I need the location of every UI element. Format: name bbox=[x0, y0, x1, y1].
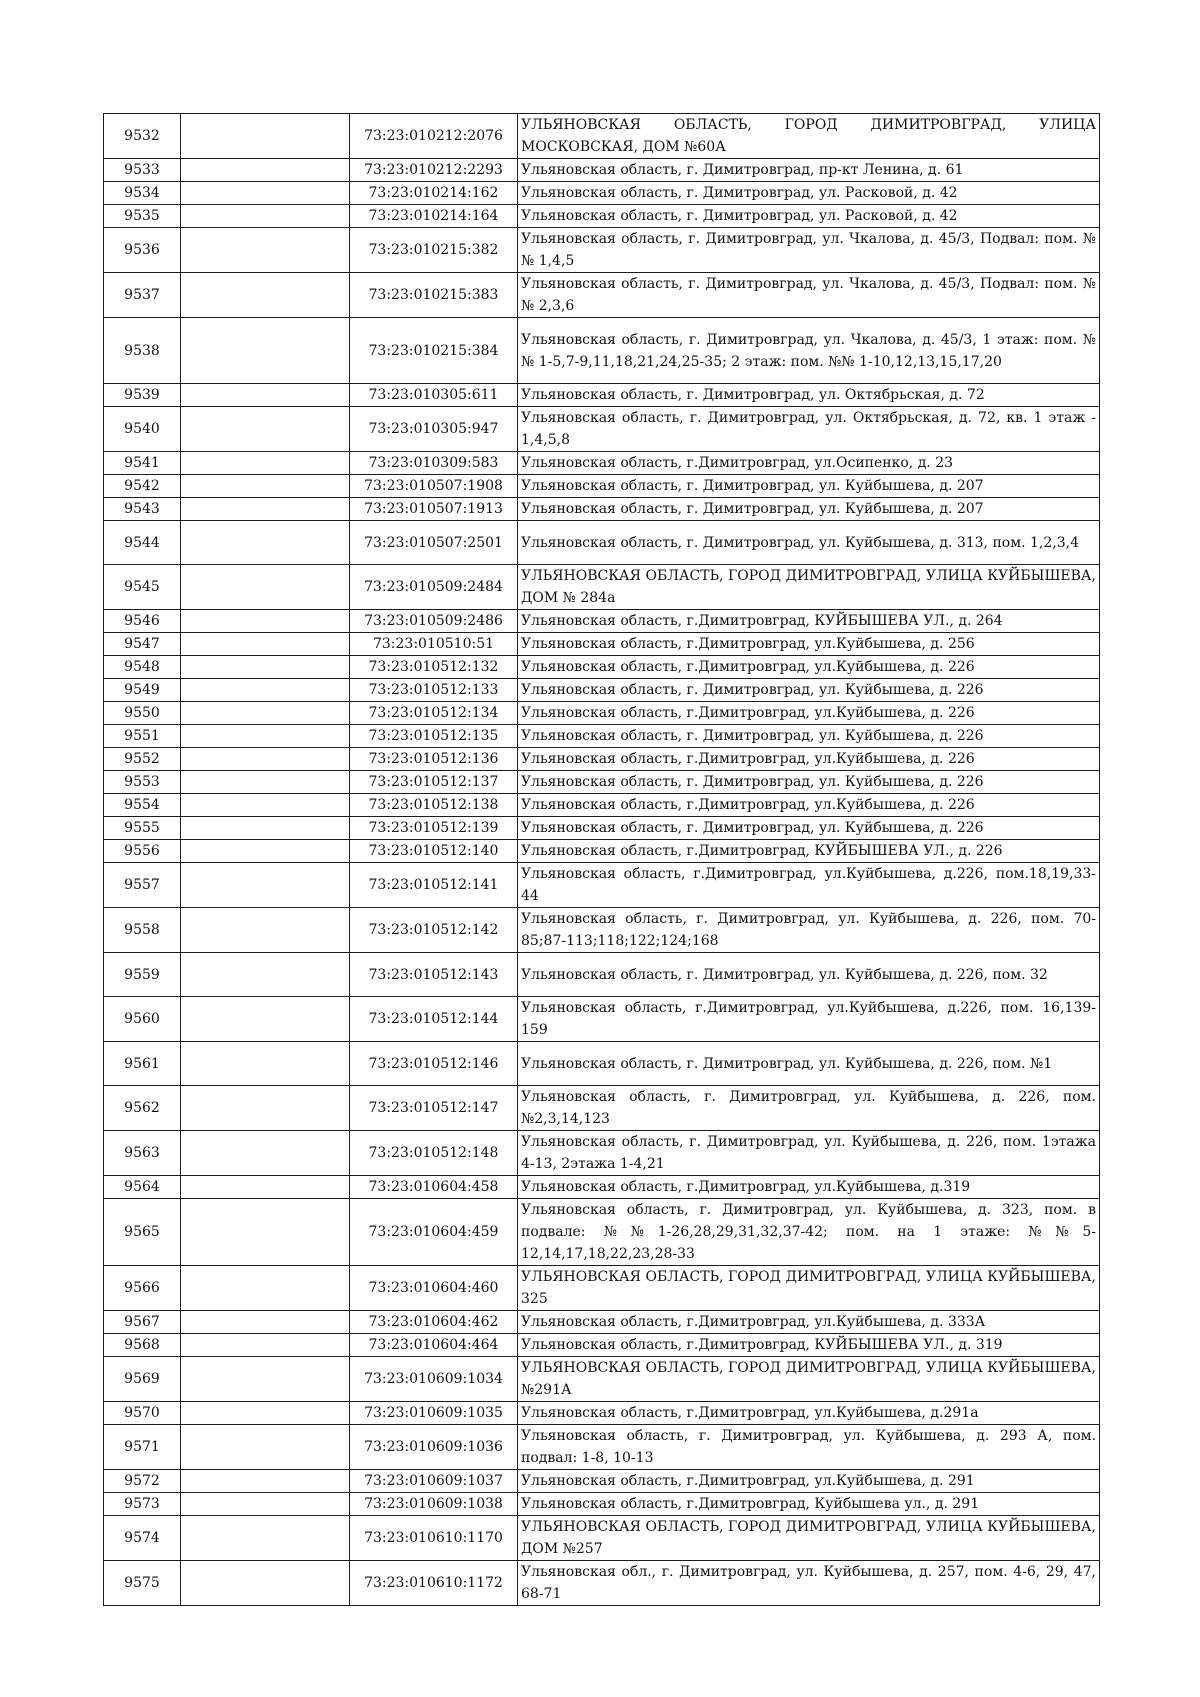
empty-cell bbox=[181, 1402, 350, 1425]
address: Ульяновская область, г. Димитровград, ул. Куйбышева, д. 313, пом. 1,2,3,4 bbox=[518, 521, 1100, 565]
empty-cell bbox=[181, 748, 350, 771]
row-number: 9554 bbox=[104, 794, 181, 817]
cadastral-number: 73:23:010609:1036 bbox=[350, 1425, 518, 1470]
cadastral-number: 73:23:010510:51 bbox=[350, 633, 518, 656]
row-number: 9539 bbox=[104, 384, 181, 407]
row-number: 9550 bbox=[104, 702, 181, 725]
row-number: 9570 bbox=[104, 1402, 181, 1425]
row-number: 9565 bbox=[104, 1199, 181, 1266]
table-row bbox=[104, 997, 1100, 1042]
cadastral-number: 73:23:010512:135 bbox=[350, 725, 518, 748]
table-row bbox=[104, 1176, 1100, 1199]
row-number: 9547 bbox=[104, 633, 181, 656]
row-number: 9533 bbox=[104, 159, 181, 182]
empty-cell bbox=[181, 953, 350, 997]
address: УЛЬЯНОВСКАЯ ОБЛАСТЬ, ГОРОД ДИМИТРОВГРАД, УЛИЦА КУЙБЫШЕВА, ДОМ №257 bbox=[518, 1516, 1100, 1561]
row-number: 9532 bbox=[104, 114, 181, 159]
cadastral-number: 73:23:010309:583 bbox=[350, 452, 518, 475]
empty-cell bbox=[181, 771, 350, 794]
address: Ульяновская область, г. Димитровград, ул. Куйбышева, д. 226 bbox=[518, 679, 1100, 702]
table-row bbox=[104, 1425, 1100, 1470]
address: Ульяновская область, г.Димитровград, ул.Куйбышева, д. 226 bbox=[518, 748, 1100, 771]
empty-cell bbox=[181, 840, 350, 863]
address: УЛЬЯНОВСКАЯ ОБЛАСТЬ, ГОРОД ДИМИТРОВГРАД, УЛИЦА МОСКОВСКАЯ, ДОМ №60А bbox=[518, 114, 1100, 159]
cadastral-number: 73:23:010509:2486 bbox=[350, 610, 518, 633]
address: УЛЬЯНОВСКАЯ ОБЛАСТЬ, ГОРОД ДИМИТРОВГРАД, УЛИЦА КУЙБЫШЕВА, 325 bbox=[518, 1266, 1100, 1311]
table-row bbox=[104, 498, 1100, 521]
table-row bbox=[104, 159, 1100, 182]
row-number: 9544 bbox=[104, 521, 181, 565]
empty-cell bbox=[181, 725, 350, 748]
row-number: 9567 bbox=[104, 1311, 181, 1334]
address: Ульяновская область, г. Димитровград, ул. Чкалова, д. 45/3, Подвал: пом. №№ 2,3,6 bbox=[518, 273, 1100, 318]
row-number: 9553 bbox=[104, 771, 181, 794]
row-number: 9574 bbox=[104, 1516, 181, 1561]
table-row bbox=[104, 205, 1100, 228]
address: Ульяновская область, г.Димитровград, Куйбышева ул., д. 291 bbox=[518, 1493, 1100, 1516]
table-row bbox=[104, 1561, 1100, 1606]
cadastral-number: 73:23:010512:137 bbox=[350, 771, 518, 794]
address: Ульяновская область, г.Димитровград, ул.Куйбышева, д. 226 bbox=[518, 656, 1100, 679]
cadastral-number: 73:23:010512:132 bbox=[350, 656, 518, 679]
table-row bbox=[104, 452, 1100, 475]
table-row bbox=[104, 1516, 1100, 1561]
cadastral-number: 73:23:010512:147 bbox=[350, 1086, 518, 1131]
row-number: 9562 bbox=[104, 1086, 181, 1131]
empty-cell bbox=[181, 1470, 350, 1493]
cadastral-number: 73:23:010215:382 bbox=[350, 228, 518, 273]
table-row bbox=[104, 817, 1100, 840]
cadastral-number: 73:23:010215:383 bbox=[350, 273, 518, 318]
empty-cell bbox=[181, 863, 350, 908]
cadastral-number: 73:23:010609:1035 bbox=[350, 1402, 518, 1425]
address: Ульяновская область, г. Димитровград, ул. Куйбышева, д. 293 А, пом. подвал: 1-8, 10-13 bbox=[518, 1425, 1100, 1470]
row-number: 9534 bbox=[104, 182, 181, 205]
cadastral-number: 73:23:010609:1038 bbox=[350, 1493, 518, 1516]
address: Ульяновская область, г.Димитровград, ул.Куйбышева, д. 226 bbox=[518, 702, 1100, 725]
row-number: 9572 bbox=[104, 1470, 181, 1493]
address: Ульяновская область, г. Димитровград, ул. Куйбышева, д. 226 bbox=[518, 817, 1100, 840]
address: Ульяновская область, г. Димитровград, ул. Куйбышева, д. 226, пом. №2,3,14,123 bbox=[518, 1086, 1100, 1131]
address: Ульяновская область, г. Димитровград, ул. Октябрьская, д. 72, кв. 1 этаж - 1,4,5,8 bbox=[518, 407, 1100, 452]
row-number: 9541 bbox=[104, 452, 181, 475]
address: Ульяновская область, г.Димитровград, ул.Куйбышева, д.291а bbox=[518, 1402, 1100, 1425]
table-row bbox=[104, 771, 1100, 794]
row-number: 9566 bbox=[104, 1266, 181, 1311]
address: Ульяновская область, г. Димитровград, ул. Чкалова, д. 45/3, 1 этаж: пом. №№ 1-5,7-9,11,18,21,24,25-35; 2 этаж: пом. №№ 1-10,12,13,15,17,20 bbox=[518, 318, 1100, 384]
cadastral-number: 73:23:010512:143 bbox=[350, 953, 518, 997]
table-row bbox=[104, 1357, 1100, 1402]
address: Ульяновская область, г.Димитровград, ул.Куйбышева, д. 291 bbox=[518, 1470, 1100, 1493]
address: Ульяновская область, г. Димитровград, ул. Чкалова, д. 45/3, Подвал: пом. №№ 1,4,5 bbox=[518, 228, 1100, 273]
empty-cell bbox=[181, 1516, 350, 1561]
row-number: 9575 bbox=[104, 1561, 181, 1606]
table-row bbox=[104, 656, 1100, 679]
address: Ульяновская обл., г. Димитровград, ул. Куйбышева, д. 257, пом. 4-6, 29, 47, 68-71 bbox=[518, 1561, 1100, 1606]
address: Ульяновская область, г. Димитровград, пр-кт Ленина, д. 61 bbox=[518, 159, 1100, 182]
table-row bbox=[104, 610, 1100, 633]
cadastral-number: 73:23:010604:458 bbox=[350, 1176, 518, 1199]
cadastral-number: 73:23:010512:141 bbox=[350, 863, 518, 908]
empty-cell bbox=[181, 1561, 350, 1606]
address: Ульяновская область, г.Димитровград, ул.Куйбышева, д. 226 bbox=[518, 794, 1100, 817]
table-row bbox=[104, 384, 1100, 407]
empty-cell bbox=[181, 521, 350, 565]
row-number: 9563 bbox=[104, 1131, 181, 1176]
cadastral-number: 73:23:010509:2484 bbox=[350, 565, 518, 610]
address: Ульяновская область, г.Димитровград, ул.Куйбышева, д.226, пом.18,19,33-44 bbox=[518, 863, 1100, 908]
address: Ульяновская область, г. Димитровград, ул. Куйбышева, д. 207 bbox=[518, 475, 1100, 498]
table-row bbox=[104, 1199, 1100, 1266]
empty-cell bbox=[181, 1266, 350, 1311]
empty-cell bbox=[181, 908, 350, 953]
table-row bbox=[104, 182, 1100, 205]
table-row bbox=[104, 1042, 1100, 1086]
address: Ульяновская область, г. Димитровград, ул. Куйбышева, д. 226 bbox=[518, 771, 1100, 794]
row-number: 9548 bbox=[104, 656, 181, 679]
row-number: 9545 bbox=[104, 565, 181, 610]
address: Ульяновская область, г.Димитровград, ул.Осипенко, д. 23 bbox=[518, 452, 1100, 475]
empty-cell bbox=[181, 159, 350, 182]
empty-cell bbox=[181, 114, 350, 159]
row-number: 9571 bbox=[104, 1425, 181, 1470]
row-number: 9546 bbox=[104, 610, 181, 633]
table-row bbox=[104, 840, 1100, 863]
empty-cell bbox=[181, 498, 350, 521]
registry-table bbox=[103, 113, 1100, 1606]
empty-cell bbox=[181, 273, 350, 318]
cadastral-number: 73:23:010604:459 bbox=[350, 1199, 518, 1266]
address: УЛЬЯНОВСКАЯ ОБЛАСТЬ, ГОРОД ДИМИТРОВГРАД, УЛИЦА КУЙБЫШЕВА, №291А bbox=[518, 1357, 1100, 1402]
table-row bbox=[104, 1493, 1100, 1516]
empty-cell bbox=[181, 407, 350, 452]
row-number: 9560 bbox=[104, 997, 181, 1042]
row-number: 9561 bbox=[104, 1042, 181, 1086]
empty-cell bbox=[181, 817, 350, 840]
empty-cell bbox=[181, 1199, 350, 1266]
table-row bbox=[104, 228, 1100, 273]
cadastral-number: 73:23:010305:611 bbox=[350, 384, 518, 407]
address: Ульяновская область, г.Димитровград, ул.Куйбышева, д.319 bbox=[518, 1176, 1100, 1199]
cadastral-number: 73:23:010214:164 bbox=[350, 205, 518, 228]
empty-cell bbox=[181, 679, 350, 702]
table-row bbox=[104, 953, 1100, 997]
empty-cell bbox=[181, 610, 350, 633]
address: Ульяновская область, г. Димитровград, ул. Октябрьская, д. 72 bbox=[518, 384, 1100, 407]
empty-cell bbox=[181, 1042, 350, 1086]
cadastral-number: 73:23:010214:162 bbox=[350, 182, 518, 205]
row-number: 9569 bbox=[104, 1357, 181, 1402]
row-number: 9538 bbox=[104, 318, 181, 384]
row-number: 9551 bbox=[104, 725, 181, 748]
cadastral-number: 73:23:010512:140 bbox=[350, 840, 518, 863]
cadastral-number: 73:23:010604:462 bbox=[350, 1311, 518, 1334]
cadastral-number: 73:23:010512:133 bbox=[350, 679, 518, 702]
table-row bbox=[104, 748, 1100, 771]
table-row bbox=[104, 318, 1100, 384]
cadastral-number: 73:23:010512:134 bbox=[350, 702, 518, 725]
address: Ульяновская область, г.Димитровград, ул.Куйбышева, д. 256 bbox=[518, 633, 1100, 656]
address: Ульяновская область, г. Димитровград, ул. Куйбышева, д. 226, пом. 70-85;87-113;118;122;124;168 bbox=[518, 908, 1100, 953]
cadastral-number: 73:23:010215:384 bbox=[350, 318, 518, 384]
row-number: 9535 bbox=[104, 205, 181, 228]
empty-cell bbox=[181, 182, 350, 205]
table-row bbox=[104, 1086, 1100, 1131]
address: Ульяновская область, г.Димитровград, ул.Куйбышева, д. 333А bbox=[518, 1311, 1100, 1334]
cadastral-number: 73:23:010610:1170 bbox=[350, 1516, 518, 1561]
row-number: 9556 bbox=[104, 840, 181, 863]
table-row bbox=[104, 114, 1100, 159]
cadastral-number: 73:23:010512:148 bbox=[350, 1131, 518, 1176]
address: Ульяновская область, г. Димитровград, ул. Куйбышева, д. 226, пом. 1этажа 4-13, 2этажа 1-4,21 bbox=[518, 1131, 1100, 1176]
row-number: 9543 bbox=[104, 498, 181, 521]
cadastral-number: 73:23:010512:144 bbox=[350, 997, 518, 1042]
cadastral-number: 73:23:010604:464 bbox=[350, 1334, 518, 1357]
cadastral-number: 73:23:010507:1913 bbox=[350, 498, 518, 521]
table-row bbox=[104, 794, 1100, 817]
table-row bbox=[104, 679, 1100, 702]
row-number: 9559 bbox=[104, 953, 181, 997]
table-row bbox=[104, 1266, 1100, 1311]
row-number: 9540 bbox=[104, 407, 181, 452]
address: Ульяновская область, г. Димитровград, ул. Куйбышева, д. 226, пом. 32 bbox=[518, 953, 1100, 997]
registry-table-body bbox=[104, 114, 1100, 1606]
address: Ульяновская область, г.Димитровград, КУЙБЫШЕВА УЛ., д. 319 bbox=[518, 1334, 1100, 1357]
empty-cell bbox=[181, 1176, 350, 1199]
row-number: 9557 bbox=[104, 863, 181, 908]
table-row bbox=[104, 863, 1100, 908]
address: Ульяновская область, г.Димитровград, КУЙБЫШЕВА УЛ., д. 226 bbox=[518, 840, 1100, 863]
empty-cell bbox=[181, 997, 350, 1042]
address: Ульяновская область, г. Димитровград, ул. Расковой, д. 42 bbox=[518, 205, 1100, 228]
empty-cell bbox=[181, 1357, 350, 1402]
empty-cell bbox=[181, 656, 350, 679]
cadastral-number: 73:23:010507:2501 bbox=[350, 521, 518, 565]
cadastral-number: 73:23:010512:139 bbox=[350, 817, 518, 840]
table-row bbox=[104, 1470, 1100, 1493]
table-row bbox=[104, 475, 1100, 498]
table-row bbox=[104, 908, 1100, 953]
cadastral-number: 73:23:010609:1034 bbox=[350, 1357, 518, 1402]
address: Ульяновская область, г. Димитровград, ул. Куйбышева, д. 226, пом. №1 bbox=[518, 1042, 1100, 1086]
empty-cell bbox=[181, 794, 350, 817]
empty-cell bbox=[181, 702, 350, 725]
cadastral-number: 73:23:010609:1037 bbox=[350, 1470, 518, 1493]
cadastral-number: 73:23:010512:146 bbox=[350, 1042, 518, 1086]
empty-cell bbox=[181, 1425, 350, 1470]
table-row bbox=[104, 407, 1100, 452]
address: Ульяновская область, г.Димитровград, ул.Куйбышева, д.226, пом. 16,139-159 bbox=[518, 997, 1100, 1042]
cadastral-number: 73:23:010212:2076 bbox=[350, 114, 518, 159]
table-row bbox=[104, 273, 1100, 318]
cadastral-number: 73:23:010512:136 bbox=[350, 748, 518, 771]
table-row bbox=[104, 1334, 1100, 1357]
table-row bbox=[104, 702, 1100, 725]
row-number: 9555 bbox=[104, 817, 181, 840]
row-number: 9536 bbox=[104, 228, 181, 273]
cadastral-number: 73:23:010512:142 bbox=[350, 908, 518, 953]
row-number: 9568 bbox=[104, 1334, 181, 1357]
row-number: 9542 bbox=[104, 475, 181, 498]
table-row bbox=[104, 633, 1100, 656]
row-number: 9564 bbox=[104, 1176, 181, 1199]
table-row bbox=[104, 1131, 1100, 1176]
empty-cell bbox=[181, 1086, 350, 1131]
empty-cell bbox=[181, 565, 350, 610]
row-number: 9537 bbox=[104, 273, 181, 318]
cadastral-number: 73:23:010512:138 bbox=[350, 794, 518, 817]
row-number: 9549 bbox=[104, 679, 181, 702]
address: УЛЬЯНОВСКАЯ ОБЛАСТЬ, ГОРОД ДИМИТРОВГРАД, УЛИЦА КУЙБЫШЕВА, ДОМ № 284а bbox=[518, 565, 1100, 610]
table-row bbox=[104, 521, 1100, 565]
row-number: 9552 bbox=[104, 748, 181, 771]
empty-cell bbox=[181, 452, 350, 475]
row-number: 9558 bbox=[104, 908, 181, 953]
empty-cell bbox=[181, 475, 350, 498]
address: Ульяновская область, г. Димитровград, ул. Куйбышева, д. 207 bbox=[518, 498, 1100, 521]
empty-cell bbox=[181, 1493, 350, 1516]
row-number: 9573 bbox=[104, 1493, 181, 1516]
table-row bbox=[104, 1311, 1100, 1334]
cadastral-number: 73:23:010507:1908 bbox=[350, 475, 518, 498]
table-row bbox=[104, 1402, 1100, 1425]
cadastral-number: 73:23:010604:460 bbox=[350, 1266, 518, 1311]
empty-cell bbox=[181, 1334, 350, 1357]
table-row bbox=[104, 565, 1100, 610]
empty-cell bbox=[181, 205, 350, 228]
cadastral-number: 73:23:010212:2293 bbox=[350, 159, 518, 182]
address: Ульяновская область, г. Димитровград, ул. Куйбышева, д. 323, пом. в подвале: №№1-26,28,29,31,32,37-42; пом. на 1 этаже: №№5-12,14,17,18,22,23,28-33 bbox=[518, 1199, 1100, 1266]
address: Ульяновская область, г. Димитровград, ул. Куйбышева, д. 226 bbox=[518, 725, 1100, 748]
table-row bbox=[104, 725, 1100, 748]
empty-cell bbox=[181, 1131, 350, 1176]
empty-cell bbox=[181, 1311, 350, 1334]
empty-cell bbox=[181, 633, 350, 656]
address: Ульяновская область, г.Димитровград, КУЙБЫШЕВА УЛ., д. 264 bbox=[518, 610, 1100, 633]
empty-cell bbox=[181, 384, 350, 407]
cadastral-number: 73:23:010610:1172 bbox=[350, 1561, 518, 1606]
empty-cell bbox=[181, 228, 350, 273]
cadastral-number: 73:23:010305:947 bbox=[350, 407, 518, 452]
empty-cell bbox=[181, 318, 350, 384]
address: Ульяновская область, г. Димитровград, ул. Расковой, д. 42 bbox=[518, 182, 1100, 205]
